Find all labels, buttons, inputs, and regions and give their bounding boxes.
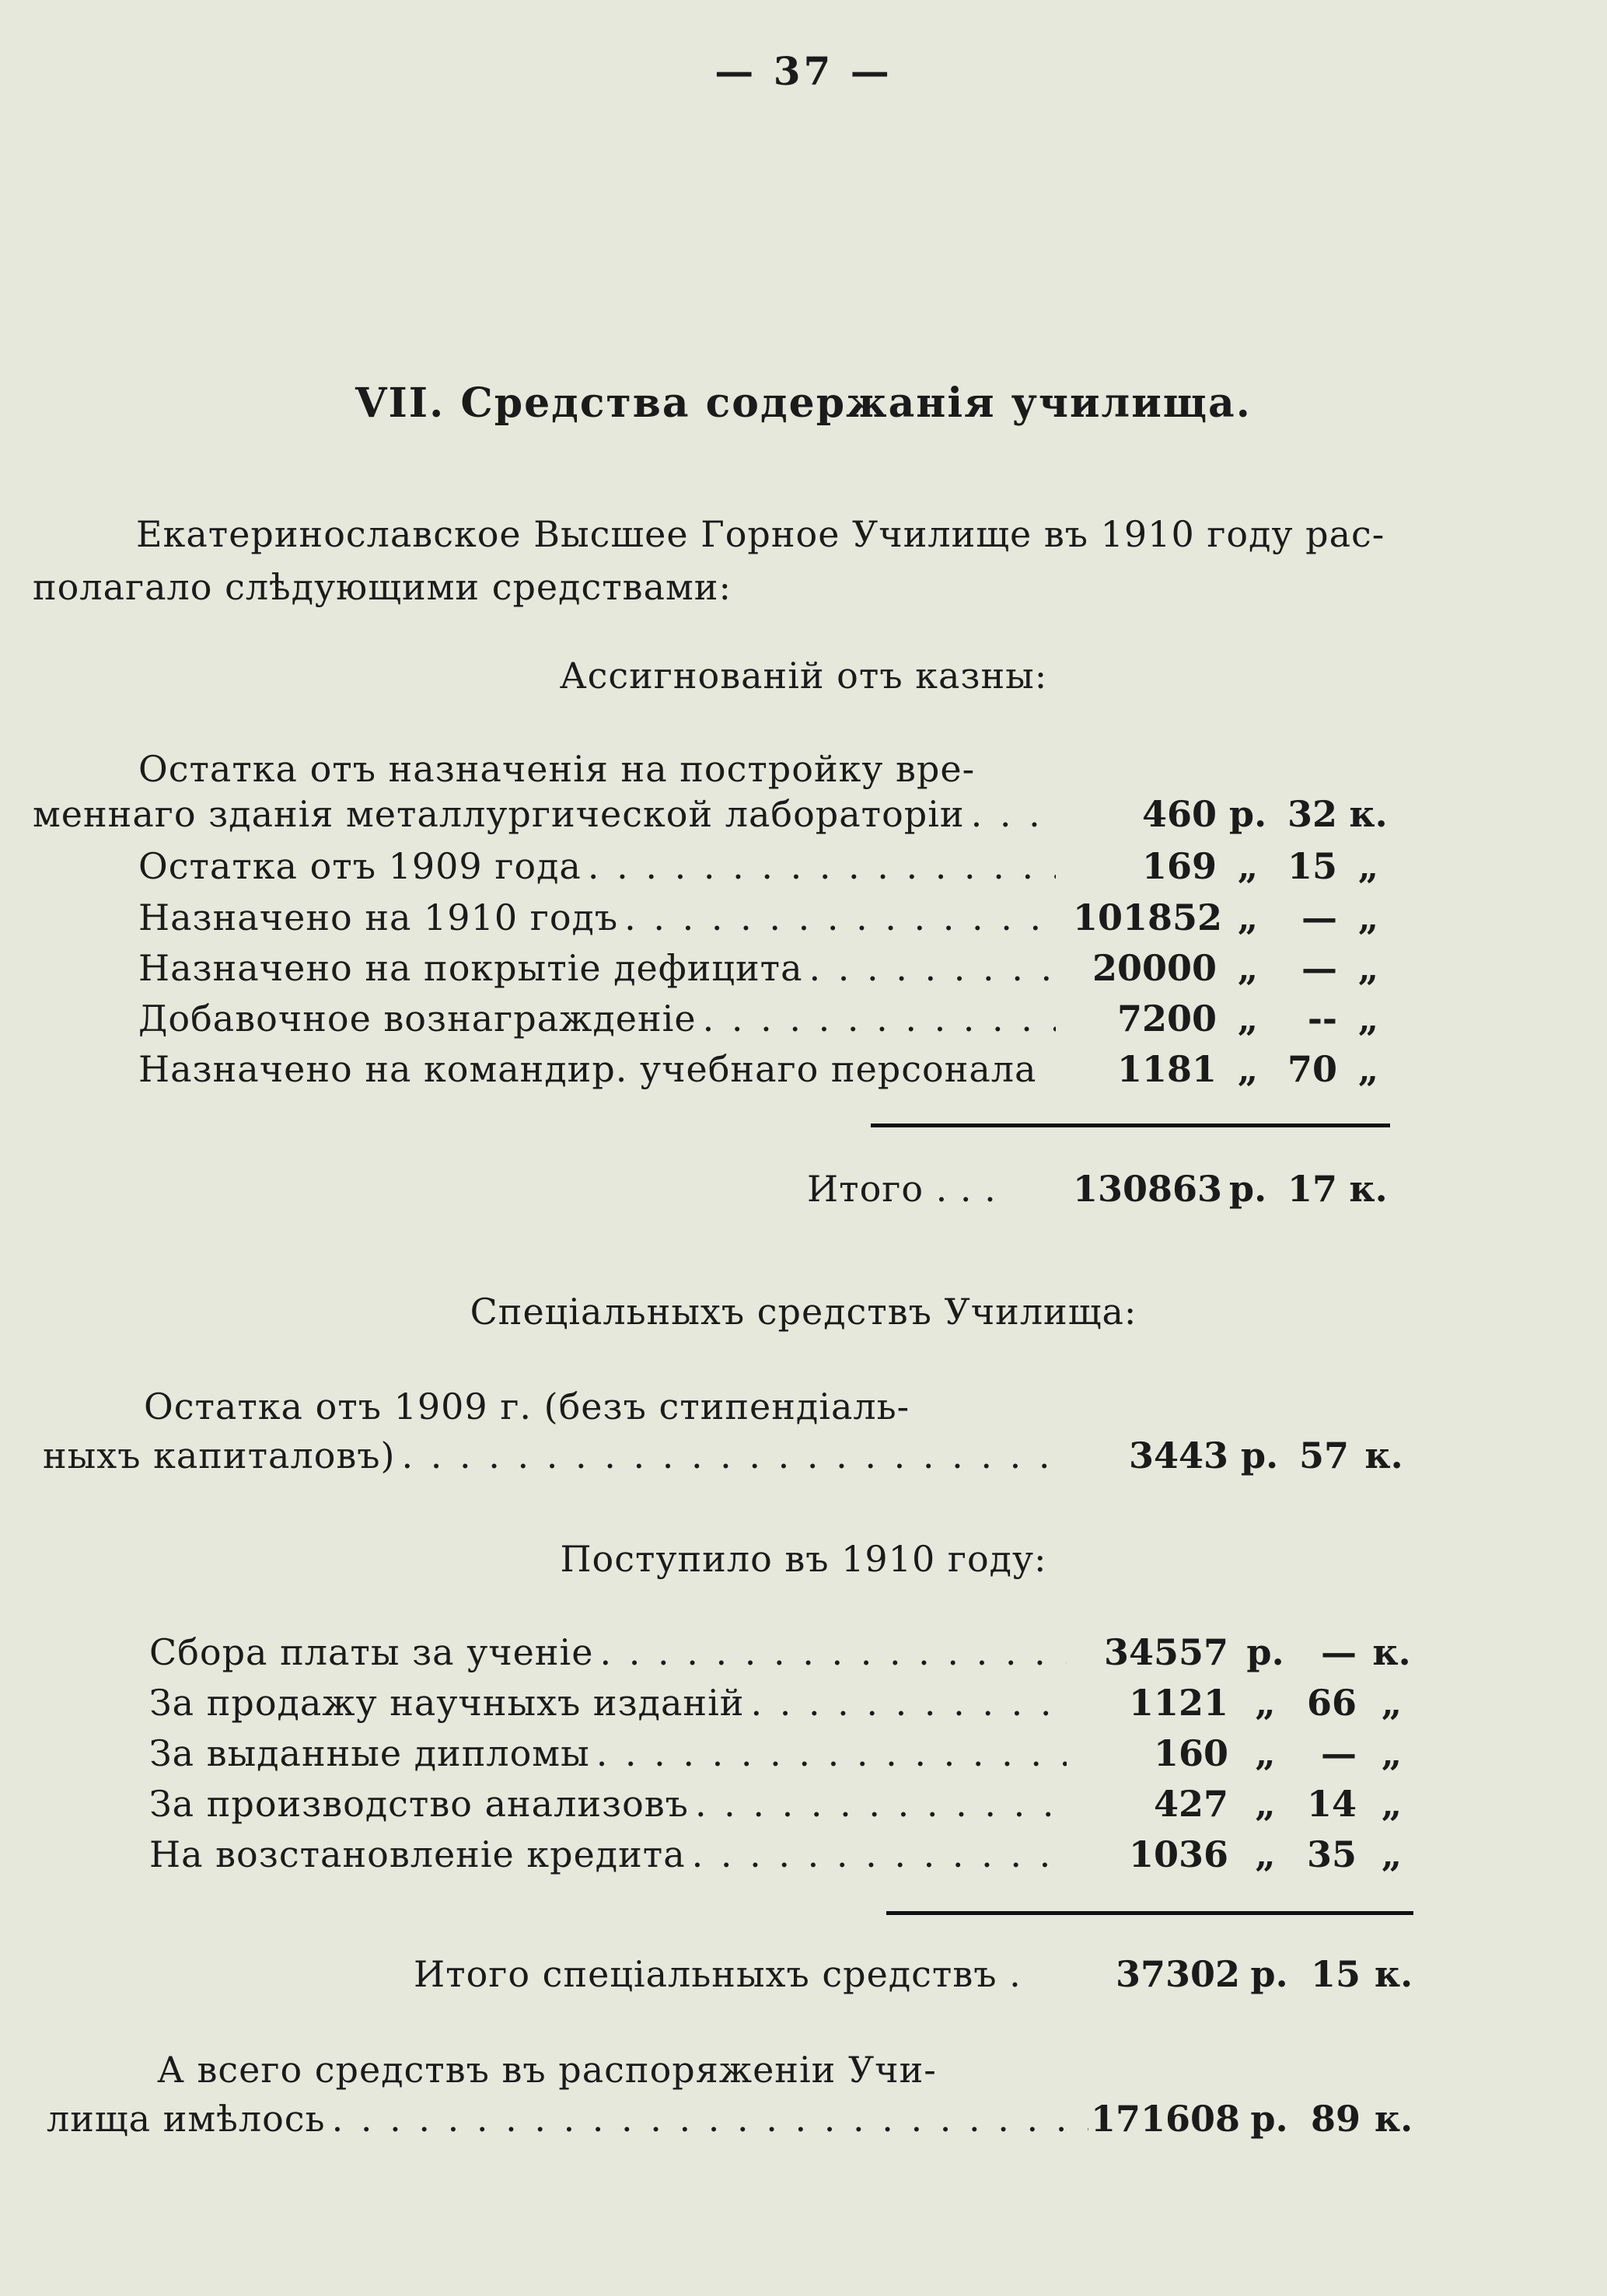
special-row-4-label: За производство анализовъ . . . <box>149 1783 1067 1825</box>
special-row-1-unit-k: к. <box>1372 1631 1411 1673</box>
grand-total-line-2: лища имѣлось . . . <box>47 2098 1088 2140</box>
special-heading: Спеціальныхъ средствъ Училища: <box>470 1291 1137 1333</box>
grand-total-kop: 89 <box>1310 2098 1361 2140</box>
grand-total-unit-k: к. <box>1374 2098 1413 2140</box>
treasury-row-4-unit-r: „ <box>1237 998 1259 1040</box>
treasury-row-1-label: Остатка отъ 1909 года . . . <box>138 845 1056 887</box>
treasury-row-3-unit-r: „ <box>1237 947 1259 989</box>
treasury-row-5-unit-r: „ <box>1237 1048 1259 1090</box>
intro-line-1: Екатеринославское Высшее Горное Училище въ 1910 году рас- <box>136 513 1385 555</box>
treasury-row-3-amount: 20000 <box>1092 947 1217 989</box>
special-row-3-unit-r: „ <box>1255 1732 1276 1774</box>
special-remainder-kop: 57 <box>1298 1435 1349 1476</box>
treasury-row-2-amount: 101852 <box>1073 896 1223 938</box>
page-number: — 37 — <box>714 48 893 94</box>
treasury-total-kop: 17 <box>1287 1168 1337 1210</box>
special-row-3-unit-k: „ <box>1381 1732 1403 1774</box>
special-row-3-amount: 160 <box>1153 1732 1228 1774</box>
treasury-first-amount: 460 <box>1141 793 1217 835</box>
treasury-row-4-unit-k: „ <box>1357 998 1379 1040</box>
special-row-2-unit-k: „ <box>1381 1682 1403 1724</box>
special-row-2-kop: 66 <box>1306 1682 1357 1724</box>
special-row-1-amount: 34557 <box>1103 1631 1228 1673</box>
treasury-row-2-label: Назначено на 1910 годъ . . . <box>138 896 1056 938</box>
special-total-unit-k: к. <box>1374 1953 1413 1995</box>
treasury-row-3-label: Назначено на покрытіе дефицита . . . <box>138 947 1056 989</box>
treasury-row-1-unit-r: „ <box>1237 845 1259 887</box>
special-row-5-label: На возстановленіе кредита . . . <box>149 1833 1067 1875</box>
special-row-4-unit-k: „ <box>1381 1783 1403 1825</box>
special-row-2-amount: 1121 <box>1128 1682 1228 1724</box>
special-remainder-unit-k: к. <box>1364 1435 1403 1476</box>
special-row-4-kop: 14 <box>1306 1783 1357 1825</box>
special-remainder-unit-r: р. <box>1240 1435 1279 1476</box>
received-heading: Поступило въ 1910 году: <box>560 1538 1047 1580</box>
special-total-label: Итого спеціальныхъ средствъ . <box>414 1953 1022 1995</box>
grand-total-line-1: А всего средствъ въ распоряженіи Учи- <box>157 2049 937 2091</box>
special-remainder-amount: 3443 <box>1128 1435 1228 1476</box>
grand-total-unit-r: р. <box>1250 2098 1288 2140</box>
special-remainder-line-1: Остатка отъ 1909 г. (безъ стипендіаль- <box>144 1386 910 1428</box>
treasury-row-3-kop: — <box>1301 947 1337 989</box>
special-total-rule <box>886 1911 1413 1915</box>
grand-total-amount: 171608 <box>1090 2098 1240 2140</box>
treasury-first-line-1: Остатка отъ назначенія на постройку вре- <box>138 748 976 790</box>
treasury-first-unit-k: к. <box>1349 793 1388 835</box>
special-row-2-label: За продажу научныхъ изданій . . . <box>149 1682 1067 1724</box>
treasury-row-5-kop: 70 <box>1287 1048 1337 1090</box>
special-row-1-label: Сбора платы за ученіе . . . <box>149 1631 1067 1673</box>
treasury-row-4-label: Добавочное вознагражденіе . . . <box>138 998 1056 1040</box>
special-row-2-unit-r: „ <box>1255 1682 1276 1724</box>
treasury-total-label: Итого . . . <box>807 1168 997 1210</box>
treasury-total-amount: 130863 <box>1073 1168 1223 1210</box>
section-heading: VII. Средства содержанія училища. <box>355 379 1252 427</box>
treasury-row-3-unit-k: „ <box>1357 947 1379 989</box>
treasury-row-5-unit-k: „ <box>1357 1048 1379 1090</box>
special-total-kop: 15 <box>1310 1953 1361 1995</box>
treasury-row-1-kop: 15 <box>1287 845 1337 887</box>
special-row-3-label: За выданные дипломы . . . <box>149 1732 1067 1774</box>
treasury-row-4-kop: -- <box>1307 998 1337 1040</box>
special-total-unit-r: р. <box>1250 1953 1288 1995</box>
treasury-row-1-unit-k: „ <box>1357 845 1379 887</box>
treasury-row-5-amount: 1181 <box>1116 1048 1217 1090</box>
special-row-1-kop: — <box>1321 1631 1357 1673</box>
treasury-row-5-label: Назначено на командир. учебнаго персонала <box>138 1048 1037 1090</box>
treasury-heading: Ассигнованій отъ казны: <box>559 655 1048 697</box>
treasury-first-kop: 32 <box>1287 793 1337 835</box>
special-row-5-kop: 35 <box>1306 1833 1357 1875</box>
special-row-1-unit-r: р. <box>1246 1631 1284 1673</box>
intro-line-2: полагало слѣдующими средствами: <box>33 566 732 608</box>
treasury-row-2-unit-k: „ <box>1357 896 1379 938</box>
special-row-3-kop: — <box>1321 1732 1357 1774</box>
special-total-amount: 37302 <box>1115 1953 1240 1995</box>
treasury-first-line-2: меннаго зданія металлургической лабораторіи . . . <box>33 793 1059 835</box>
treasury-first-unit-r: р. <box>1228 793 1267 835</box>
treasury-total-unit-r: р. <box>1228 1168 1267 1210</box>
treasury-row-4-amount: 7200 <box>1116 998 1217 1040</box>
treasury-row-2-unit-r: „ <box>1237 896 1259 938</box>
special-row-4-amount: 427 <box>1153 1783 1228 1825</box>
treasury-total-unit-k: к. <box>1349 1168 1388 1210</box>
treasury-row-1-amount: 169 <box>1141 845 1217 887</box>
special-row-5-unit-k: „ <box>1381 1833 1403 1875</box>
special-row-4-unit-r: „ <box>1255 1783 1276 1825</box>
treasury-row-2-kop: — <box>1301 896 1337 938</box>
special-remainder-line-2: ныхъ капиталовъ) . . . <box>43 1435 1061 1476</box>
special-row-5-amount: 1036 <box>1128 1833 1228 1875</box>
treasury-total-rule <box>871 1124 1390 1127</box>
special-row-5-unit-r: „ <box>1255 1833 1276 1875</box>
